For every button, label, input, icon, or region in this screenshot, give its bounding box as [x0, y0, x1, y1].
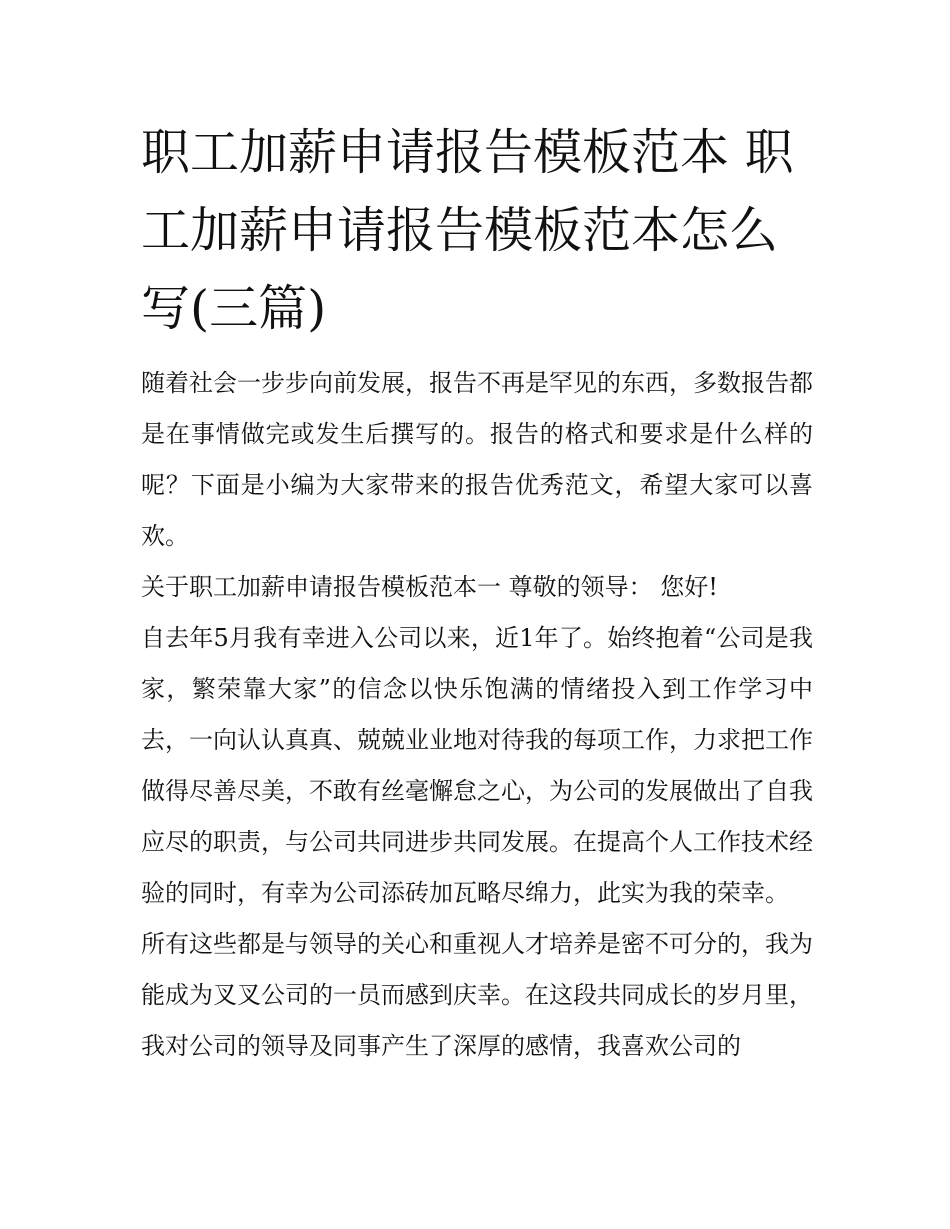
body-paragraph-1: 自去年5月我有幸进入公司以来，近1年了。始终抱着“公司是我家，繁荣靠大家”的信念以快乐饱满的情绪投入到工作学习中去，一向认认真真、兢兢业业地对待我的每项工作，力求把工作做得尽善尽美，不敢有丝毫懈怠之心，为公司的发展做出了自我应尽的职责，与公司共同进步共同发展。在提高个人工作技术经验的同时，有幸为公司添砖加瓦略尽绵力，此实为我的荣幸。 — [141, 624, 813, 907]
intro-paragraph: 随着社会一步步向前发展，报告不再是罕见的东西，多数报告都是在事情做完或发生后撰写的。报告的格式和要求是什么样的呢？下面是小编为大家带来的报告优秀范文，希望大家可以喜欢。 — [141, 369, 813, 550]
body-paragraph-2: 所有这些都是与领导的关心和重视人才培养是密不可分的，我为能成为叉叉公司的一员而感到庆幸。在这段共同成长的岁月里，我对公司的领导及同事产生了深厚的感情，我喜欢公司的 — [141, 930, 813, 1060]
document-page — [141, 114, 813, 1072]
document-title: 职工加薪申请报告模板范本 职工加薪申请报告模板范本怎么写(三篇) — [141, 124, 794, 337]
salutation-paragraph: 关于职工加薪申请报告模板范本一 尊敬的领导： 您好! — [141, 573, 718, 601]
